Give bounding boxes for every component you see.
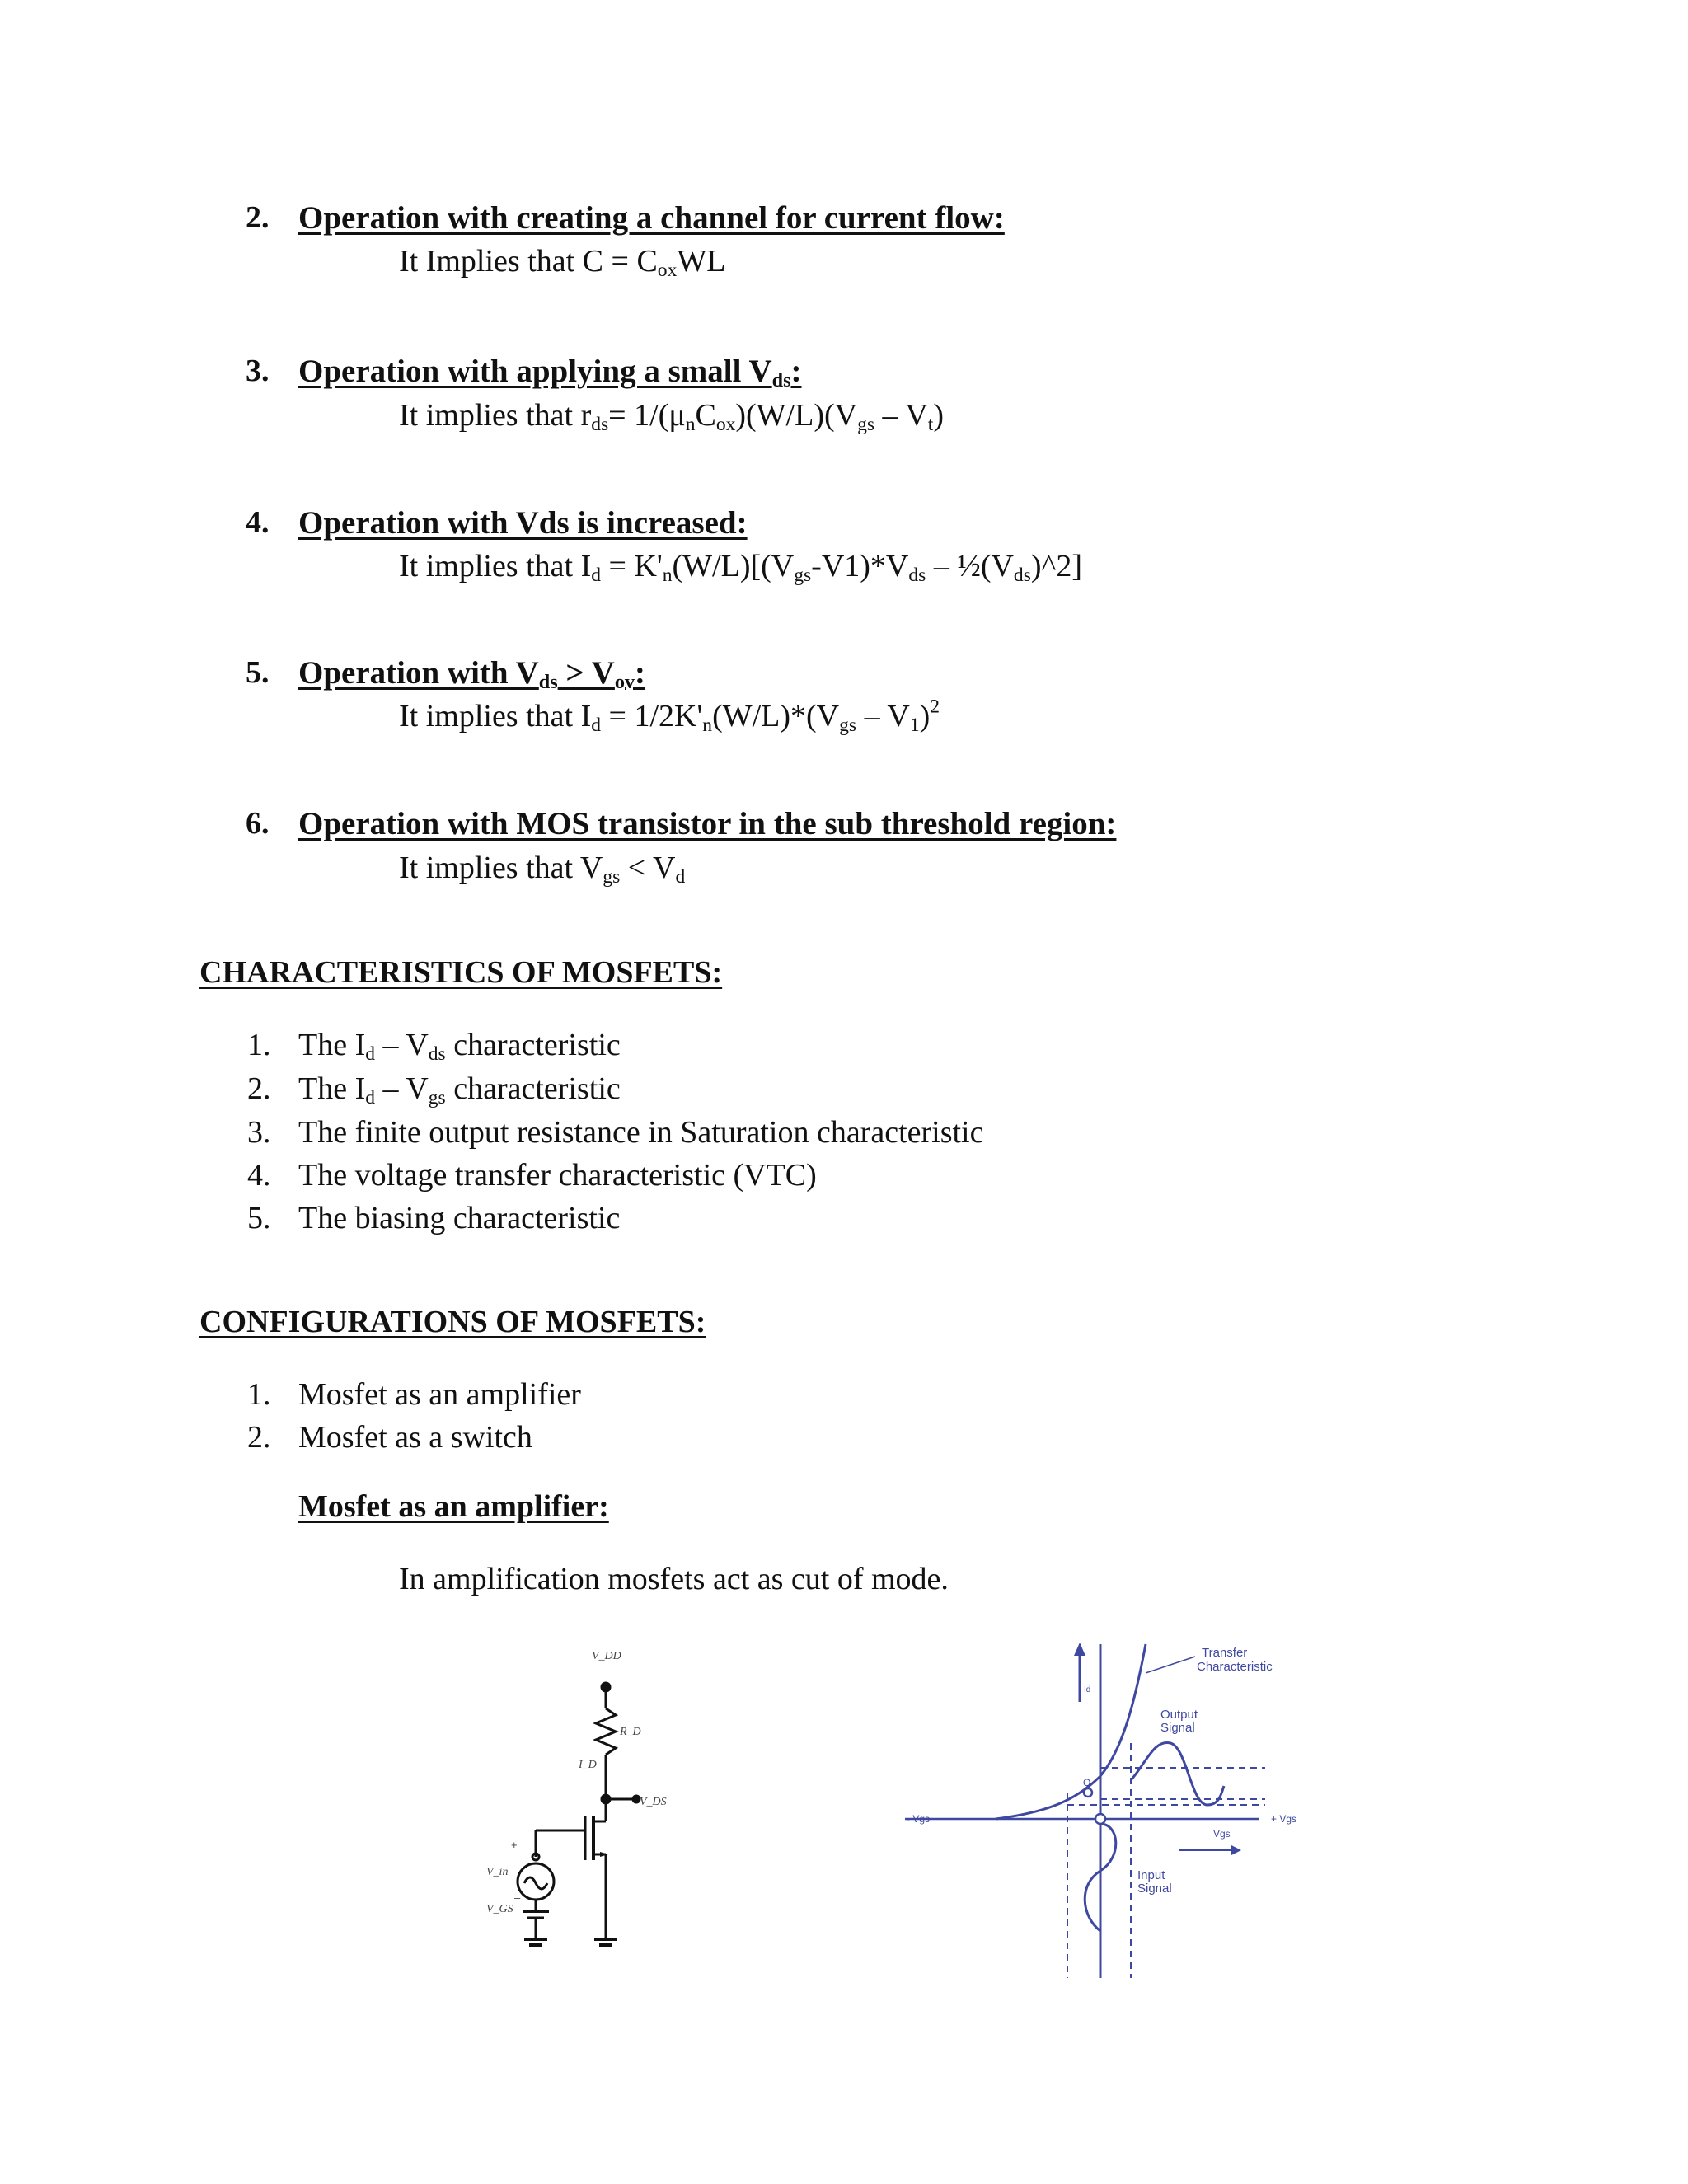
vds-label: V_DS <box>640 1796 667 1808</box>
vgs-label: V_GS <box>486 1903 513 1915</box>
vin-label: V_in <box>486 1866 509 1878</box>
op2-number: 2. <box>246 200 270 235</box>
op6-title: Operation with MOS transistor in the sub threshold region: <box>298 806 1117 841</box>
op4-number: 4. <box>246 505 270 540</box>
op3-implies: It implies that $r_{ds}= 1/(\mu_nC_{ox})(W/L)(V_{gs} - V_t)$ <box>399 398 944 435</box>
mosfet-amplifier-circuit <box>462 1636 676 1961</box>
input-label: Input <box>1137 1868 1165 1882</box>
transfer-characteristic-graph <box>898 1636 1327 1982</box>
characteristics-heading: CHARACTERISTICS OF MOSFETS: <box>199 955 723 990</box>
char-item-3: The finite output resistance in Saturation characteristic <box>298 1115 984 1150</box>
config-item-1: Mosfet as an amplifier <box>298 1377 581 1412</box>
op6-number: 6. <box>246 806 270 841</box>
char-item-5: The biasing characteristic <box>298 1201 621 1235</box>
output-signal-label: Signal <box>1160 1721 1195 1735</box>
neg-vgs-label: - Vgs <box>907 1813 931 1825</box>
id-label: I_D <box>579 1759 597 1771</box>
config-item-2: Mosfet as a switch <box>298 1420 532 1455</box>
id-axis-label: Id <box>1084 1685 1091 1694</box>
svg-text:+: + <box>511 1839 518 1851</box>
output-label: Output <box>1160 1708 1198 1722</box>
op3-title: Operation with applying a small $V_{ds}$: <box>298 354 802 392</box>
characteristic-label: Characteristic <box>1197 1660 1273 1674</box>
amplifier-subheading: Mosfet as an amplifier: <box>298 1489 609 1524</box>
configurations-heading: CONFIGURATIONS OF MOSFETS: <box>199 1305 706 1339</box>
q-point-label: Q <box>1083 1777 1091 1788</box>
op2-implies: It Implies that $C = C_{ox}WL$ <box>399 244 726 281</box>
config-item-1-number: 1. <box>247 1377 271 1412</box>
input-signal-label: Signal <box>1137 1882 1172 1896</box>
svg-text:–: – <box>514 1891 521 1904</box>
char-item-4-number: 4. <box>247 1158 271 1193</box>
amplifier-paragraph: In amplification mosfets act as cut of mode. <box>399 1562 949 1596</box>
config-item-2-number: 2. <box>247 1420 271 1455</box>
op5-title: Operation with $V_{ds} > V_{ov}$: <box>298 655 646 694</box>
op6-implies: It implies that $V_{gs} < V_d$ <box>399 851 686 888</box>
char-item-3-number: 3. <box>247 1115 271 1150</box>
rd-label: R_D <box>620 1726 641 1738</box>
op3-number: 3. <box>246 354 270 388</box>
op4-implies: It implies that $I_d = K'_n(W/L)[(V_{gs}-V1)*V_{ds}$ – $\frac{1}{2}(V_{ds})\^{}2$] <box>399 549 1082 586</box>
op5-number: 5. <box>246 655 270 690</box>
char-item-1-number: 1. <box>247 1028 271 1062</box>
op5-implies: It implies that $I_d = 1/2K'_n(W/L)*(V_{gs} - V_1)^2$ <box>399 696 940 736</box>
transfer-label: Transfer <box>1202 1646 1248 1660</box>
char-item-5-number: 5. <box>247 1201 271 1235</box>
vgs-mid-label: Vgs <box>1213 1828 1231 1840</box>
op2-title: Operation with creating a channel for current flow: <box>298 200 1005 236</box>
char-item-1: The $I_d - V_{ds}$ characteristic <box>298 1028 621 1065</box>
char-item-4: The voltage transfer characteristic (VTC) <box>298 1158 817 1193</box>
op4-title: Operation with Vds is increased: <box>298 505 748 541</box>
char-item-2: The $I_d - V_{gs}$ characteristic <box>298 1071 621 1108</box>
pos-vgs-label: + Vgs <box>1271 1813 1297 1825</box>
vdd-label: V_DD <box>592 1650 621 1662</box>
char-item-2-number: 2. <box>247 1071 271 1106</box>
